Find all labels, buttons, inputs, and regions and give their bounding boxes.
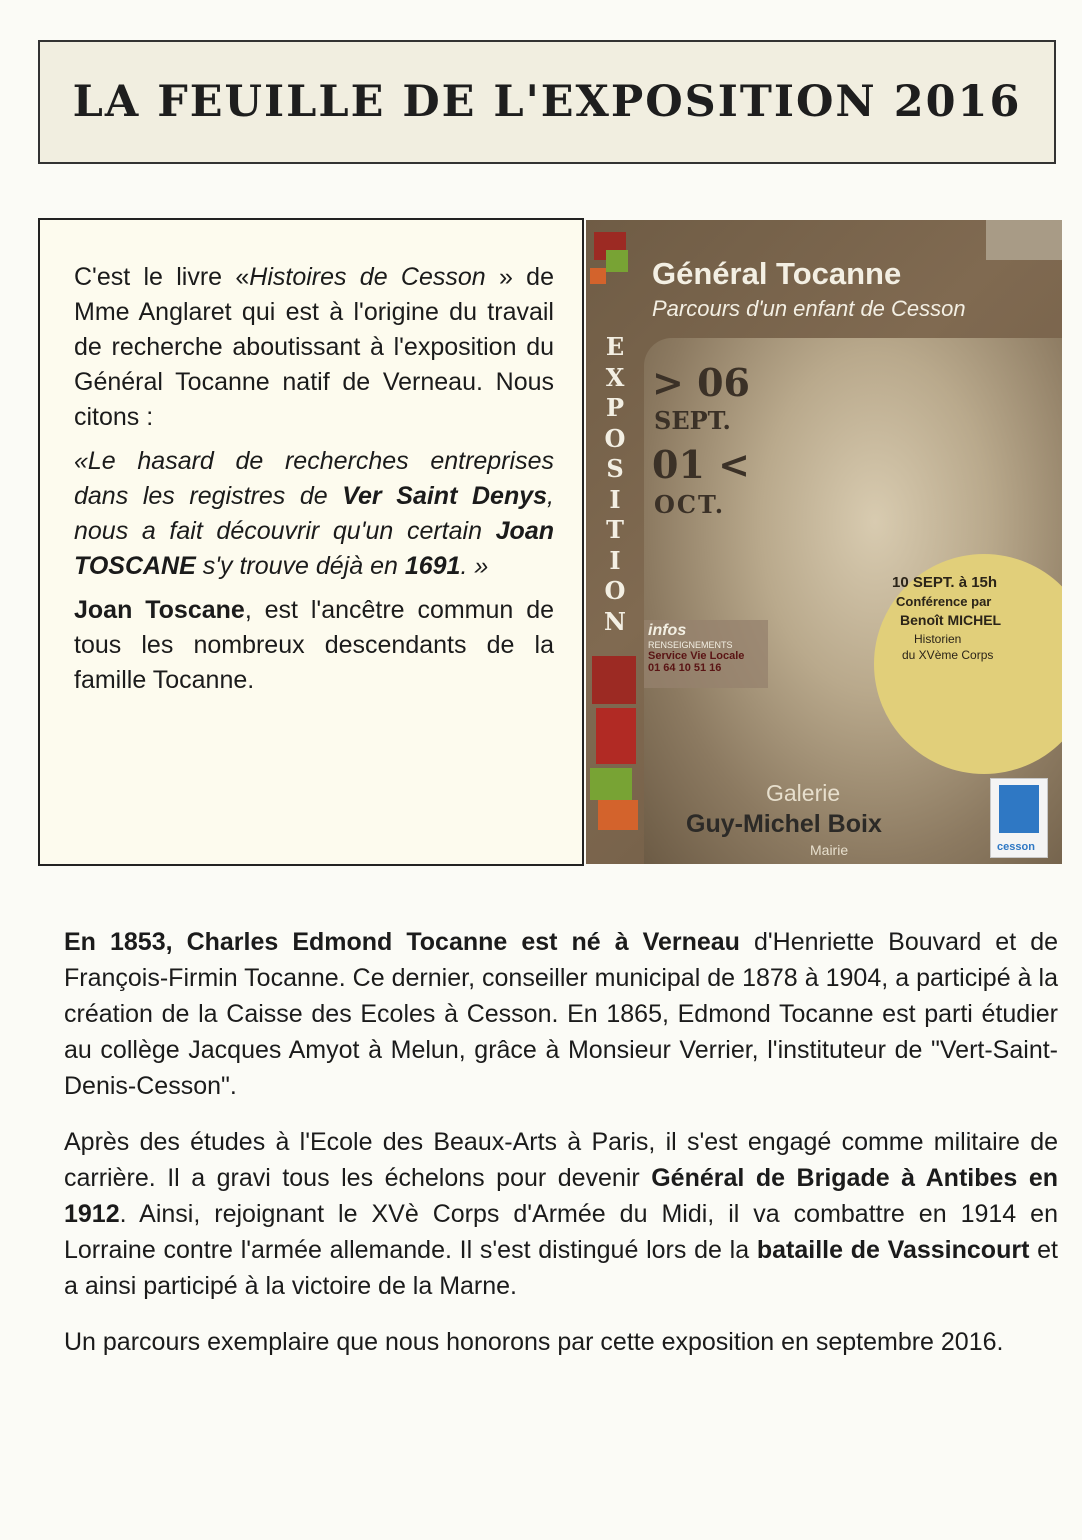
decor-square-orange	[598, 800, 638, 830]
poster-subtitle: Parcours d'un enfant de Cesson	[652, 296, 966, 321]
exhibition-poster	[586, 220, 1062, 864]
vertical-letter: T	[606, 515, 624, 544]
decor-square-green	[606, 250, 628, 272]
conference-speaker: Benoît MICHEL	[900, 612, 1002, 628]
conference-label: Conférence par	[896, 594, 992, 609]
title-box	[38, 40, 1056, 164]
intro-box	[38, 218, 584, 866]
quote-bold: 1691	[404, 552, 461, 580]
body-paragraph-3: Un parcours exemplaire que nous honorons par cette exposition en septembre 2016.	[64, 1328, 1004, 1356]
decor-square-red	[596, 708, 636, 764]
intro-text: » de Mme Anglaret qui est à l'origine du travail de recherche aboutissant à l'exposition du Général Tocanne natif de Verneau. Nous citons :	[74, 263, 554, 431]
infos-phone: 01 64 10 51 16	[648, 662, 722, 674]
logo-text: cesson	[997, 841, 1035, 853]
body-bold: bataille de Vassincourt	[756, 1236, 1030, 1264]
body-bold: En 1853, Charles Edmond Tocanne est né à Verneau	[64, 928, 740, 956]
quote-text: . »	[460, 552, 489, 580]
logo-icon	[999, 785, 1039, 833]
end-date: 01 <	[652, 442, 750, 487]
gallery-label: Galerie	[766, 780, 841, 806]
start-month: SEPT.	[654, 406, 731, 435]
conference-role: du XVème Corps	[902, 648, 994, 662]
ancestor-name: Joan Toscane	[74, 596, 245, 624]
quote-bold: Ver Saint Denys	[342, 482, 548, 510]
quote-bold: Joan TOSCANE	[74, 517, 554, 580]
vertical-letter: O	[604, 423, 626, 453]
vertical-letter: X	[605, 362, 625, 392]
body-paragraph-1	[64, 924, 1058, 1104]
infos-box	[644, 620, 768, 688]
mairie-label: Mairie	[810, 842, 849, 858]
body-text: Après des études à l'Ecole des Beaux-Arts à Paris, il s'est engagé comme militaire de carrière. Il a gravi tous les échelons pour devenir	[64, 1128, 1058, 1192]
infos-label: RENSEIGNEMENTS	[648, 640, 733, 650]
poster-title: Général Tocanne	[652, 256, 902, 291]
intro-paragraph-3	[74, 593, 554, 698]
intro-quote	[74, 444, 554, 584]
start-date: > 06	[652, 360, 750, 405]
exposition-vertical	[598, 332, 632, 637]
vertical-letter: O	[604, 576, 626, 605]
end-month: OCT.	[654, 490, 726, 519]
body-text: . Ainsi, rejoignant le XVè Corps d'Armée du Midi, il va combattre en 1914 en Lorraine contre l'armée allemande. Il s'est distingué lors de la	[64, 1200, 1058, 1264]
conference-role: Historien	[914, 632, 962, 646]
body-text: d'Henriette Bouvard et de François-Firmin Tocanne. Ce dernier, conseiller municipal de 1878 à 1904, a participé à la création de la Caisse des Ecoles à Cesson. En 1865, Edmond Tocanne est parti étudier au collège Jacques Amyot à Melun, grâce à Monsieur Verrier, l'instituteur de "Vert-Saint-Denis-Cesson".	[64, 928, 1058, 1100]
infos-heading: infos	[648, 622, 687, 639]
intro-text: C'est le livre «	[74, 263, 250, 291]
decor-square-red	[592, 656, 636, 704]
vertical-letter: I	[609, 484, 621, 514]
article-body	[64, 924, 1058, 1380]
body-paragraph-2	[64, 1124, 1058, 1304]
intro-paragraph-1	[74, 260, 554, 435]
vertical-letter: N	[604, 606, 626, 636]
conference-date: 10 SEPT. à 15h	[892, 574, 998, 591]
decor-square-grey	[986, 220, 1062, 260]
quote-text: «Le hasard de recherches entreprises dans les registres de	[74, 447, 554, 510]
body-bold: Général de Brigade à Antibes en 1912	[64, 1164, 1058, 1228]
book-title: Histoires de Cesson	[249, 263, 486, 291]
quote-text: , nous a fait découvrir qu'un certain	[74, 482, 554, 545]
quote-text: s'y trouve déjà en	[195, 552, 405, 580]
decor-square-orange	[590, 268, 606, 284]
vertical-letter: I	[609, 545, 621, 575]
vertical-letter: E	[605, 332, 625, 361]
cesson-logo	[990, 778, 1048, 858]
page-title: LA FEUILLE DE L'EXPOSITION 2016	[72, 77, 1022, 127]
gallery-name: Guy-Michel Boix	[686, 810, 882, 838]
vertical-letter: S	[606, 454, 624, 483]
intro-text: , est l'ancêtre commun de tous les nombreux descendants de la famille Tocanne.	[74, 596, 554, 694]
infos-service: Service Vie Locale	[648, 650, 745, 662]
vertical-letter: P	[605, 393, 625, 422]
body-text: et a ainsi participé à la victoire de la Marne.	[64, 1236, 1058, 1300]
decor-square-green	[590, 768, 632, 800]
